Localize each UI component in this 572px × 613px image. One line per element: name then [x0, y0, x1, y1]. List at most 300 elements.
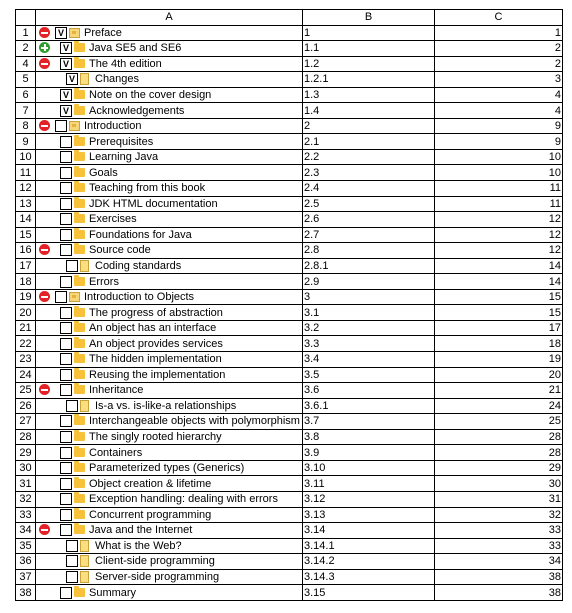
row-number[interactable]: 9 — [16, 134, 36, 150]
row-number[interactable]: 11 — [16, 165, 36, 181]
row-checkbox[interactable] — [60, 462, 72, 474]
table-row[interactable] — [16, 41, 563, 57]
cell-section[interactable]: 2.8.1 — [303, 258, 435, 274]
row-number[interactable]: 2 — [16, 41, 36, 57]
row-number[interactable]: 15 — [16, 227, 36, 243]
cell-section[interactable]: 3.12 — [303, 491, 435, 507]
row-number[interactable]: 14 — [16, 212, 36, 228]
table-row[interactable] — [16, 103, 563, 119]
folder-icon — [74, 385, 85, 394]
row-checkbox[interactable] — [60, 182, 72, 194]
row-number[interactable]: 24 — [16, 367, 36, 383]
table-row[interactable] — [16, 445, 563, 461]
row-number[interactable]: 16 — [16, 243, 36, 259]
title-label: The progress of abstraction — [89, 306, 223, 319]
folder-icon — [74, 323, 85, 332]
folder-icon — [74, 230, 85, 239]
cell-section[interactable]: 3.14.3 — [303, 569, 435, 585]
row-checkbox[interactable] — [66, 260, 78, 272]
table-row[interactable] — [16, 476, 563, 492]
title-label: Foundations for Java — [89, 228, 192, 241]
cell-title[interactable] — [36, 398, 303, 414]
cell-page[interactable]: 30 — [435, 476, 563, 492]
folder-icon — [74, 354, 85, 363]
row-number[interactable]: 6 — [16, 87, 36, 103]
row-number[interactable]: 13 — [16, 196, 36, 212]
title-label: Client-side programming — [95, 555, 215, 568]
cell-title[interactable] — [36, 134, 303, 150]
row-checkbox[interactable] — [60, 509, 72, 521]
row-number[interactable]: 29 — [16, 445, 36, 461]
table-row[interactable] — [16, 134, 563, 150]
cell-page[interactable]: 38 — [435, 585, 563, 601]
title-label: Java SE5 and SE6 — [89, 42, 182, 55]
row-checkbox[interactable] — [60, 136, 72, 148]
cell-title[interactable] — [36, 181, 303, 197]
row-checkbox[interactable] — [60, 338, 72, 350]
folder-doc-icon — [69, 292, 80, 302]
cell-page[interactable]: 15 — [435, 305, 563, 321]
row-checkbox[interactable] — [60, 353, 72, 365]
row-checkbox[interactable] — [60, 307, 72, 319]
title-label: Source code — [89, 244, 151, 257]
row-checkbox[interactable] — [60, 447, 72, 459]
cell-section[interactable]: 3.7 — [303, 414, 435, 430]
title-label: Concurrent programming — [89, 508, 212, 521]
cell-title[interactable] — [36, 414, 303, 430]
cell-title[interactable] — [36, 429, 303, 445]
table-row[interactable] — [16, 569, 563, 585]
cell-section[interactable]: 2.8 — [303, 243, 435, 259]
column-header-b[interactable]: B — [303, 10, 435, 26]
row-checkbox[interactable]: V — [55, 27, 67, 39]
row-checkbox[interactable] — [60, 151, 72, 163]
row-number[interactable]: 8 — [16, 118, 36, 134]
folder-icon — [74, 137, 85, 146]
cell-title[interactable] — [36, 258, 303, 274]
row-checkbox[interactable] — [66, 400, 78, 412]
cell-title[interactable] — [36, 274, 303, 290]
cell-title[interactable] — [36, 476, 303, 492]
table-row[interactable] — [16, 460, 563, 476]
cell-section[interactable]: 3.8 — [303, 429, 435, 445]
row-checkbox[interactable] — [66, 540, 78, 552]
table-row[interactable] — [16, 227, 563, 243]
cell-title[interactable] — [36, 103, 303, 119]
row-number[interactable]: 20 — [16, 305, 36, 321]
expand-icon[interactable] — [39, 42, 50, 53]
folder-icon — [74, 245, 85, 254]
corner-cell[interactable] — [16, 10, 36, 26]
cell-page[interactable]: 19 — [435, 352, 563, 368]
cell-page[interactable]: 12 — [435, 227, 563, 243]
row-checkbox[interactable] — [60, 415, 72, 427]
cell-section[interactable]: 2.5 — [303, 196, 435, 212]
cell-title[interactable] — [36, 538, 303, 554]
cell-section[interactable]: 2 — [303, 118, 435, 134]
cell-page[interactable]: 2 — [435, 41, 563, 57]
table-row[interactable] — [16, 367, 563, 383]
cell-section[interactable]: 3.4 — [303, 352, 435, 368]
row-checkbox[interactable] — [60, 276, 72, 288]
table-row[interactable] — [16, 243, 563, 259]
row-checkbox[interactable] — [60, 213, 72, 225]
row-number[interactable]: 1 — [16, 25, 36, 41]
row-number[interactable]: 33 — [16, 507, 36, 523]
cell-title[interactable] — [36, 212, 303, 228]
cell-section[interactable]: 2.2 — [303, 149, 435, 165]
table-row[interactable] — [16, 554, 563, 570]
table-row[interactable] — [16, 56, 563, 72]
folder-icon — [74, 479, 85, 488]
cell-section[interactable]: 3.9 — [303, 445, 435, 461]
cell-section[interactable]: 3.10 — [303, 460, 435, 476]
cell-section[interactable]: 1.4 — [303, 103, 435, 119]
row-number[interactable]: 19 — [16, 289, 36, 305]
table-row[interactable] — [16, 507, 563, 523]
folder-icon — [74, 168, 85, 177]
cell-title[interactable] — [36, 523, 303, 539]
title-label: Exception handling: dealing with errors — [89, 493, 278, 506]
collapse-icon[interactable] — [39, 291, 50, 302]
cell-section[interactable]: 3 — [303, 289, 435, 305]
cell-page[interactable]: 21 — [435, 383, 563, 399]
title-label: The singly rooted hierarchy — [89, 431, 222, 444]
row-checkbox[interactable] — [60, 478, 72, 490]
title-label: Learning Java — [89, 151, 159, 164]
row-number[interactable]: 7 — [16, 103, 36, 119]
title-label: Exercises — [89, 213, 137, 226]
cell-page[interactable]: 10 — [435, 165, 563, 181]
title-label: Introduction — [84, 120, 142, 133]
cell-section[interactable]: 3.14.2 — [303, 554, 435, 570]
row-number[interactable]: 28 — [16, 429, 36, 445]
cell-page[interactable]: 11 — [435, 181, 563, 197]
cell-page[interactable]: 15 — [435, 289, 563, 305]
row-number[interactable]: 12 — [16, 181, 36, 197]
cell-title[interactable] — [36, 72, 303, 88]
title-label: The hidden implementation — [89, 353, 222, 366]
cell-section[interactable]: 3.1 — [303, 305, 435, 321]
cell-section[interactable]: 3.14 — [303, 523, 435, 539]
folder-icon — [74, 510, 85, 519]
cell-title[interactable] — [36, 227, 303, 243]
title-label: Object creation & lifetime — [89, 477, 212, 490]
table-row[interactable] — [16, 305, 563, 321]
collapse-icon[interactable] — [39, 27, 50, 38]
folder-icon — [74, 106, 85, 115]
title-label: Changes — [95, 73, 140, 86]
cell-page[interactable]: 28 — [435, 429, 563, 445]
title-label: Containers — [89, 446, 143, 459]
collapse-icon[interactable] — [39, 384, 50, 395]
cell-page[interactable]: 3 — [435, 72, 563, 88]
row-number[interactable]: 37 — [16, 569, 36, 585]
table-row[interactable] — [16, 289, 563, 305]
cell-page[interactable]: 24 — [435, 398, 563, 414]
folder-icon — [74, 152, 85, 161]
title-label: Note on the cover design — [89, 89, 212, 101]
cell-section[interactable]: 3.6 — [303, 383, 435, 399]
cell-title[interactable] — [36, 41, 303, 57]
cell-section[interactable]: 3.15 — [303, 585, 435, 601]
cell-section[interactable]: 1 — [303, 25, 435, 41]
cell-page[interactable]: 38 — [435, 569, 563, 585]
cell-section[interactable]: 1.2 — [303, 56, 435, 72]
cell-title[interactable] — [36, 367, 303, 383]
table-row[interactable] — [16, 538, 563, 554]
title-label: Inheritance — [89, 384, 144, 397]
title-label: Java and the Internet — [89, 524, 193, 537]
row-checkbox[interactable] — [66, 571, 78, 583]
collapse-icon[interactable] — [39, 58, 50, 69]
table-row[interactable] — [16, 320, 563, 336]
cell-section[interactable]: 3.13 — [303, 507, 435, 523]
cell-title[interactable] — [36, 336, 303, 352]
cell-page[interactable]: 4 — [435, 87, 563, 103]
row-number[interactable]: 18 — [16, 274, 36, 290]
outline-table — [15, 9, 563, 601]
row-checkbox[interactable]: V — [60, 89, 72, 101]
cell-page[interactable]: 29 — [435, 460, 563, 476]
cell-title[interactable] — [36, 25, 303, 41]
table-row[interactable] — [16, 274, 563, 290]
table-row[interactable] — [16, 181, 563, 197]
cell-page[interactable]: 12 — [435, 243, 563, 259]
cell-page[interactable]: 34 — [435, 554, 563, 570]
cell-title[interactable] — [36, 585, 303, 601]
cell-page[interactable]: 33 — [435, 523, 563, 539]
cell-page[interactable]: 33 — [435, 538, 563, 554]
table-row[interactable] — [16, 383, 563, 399]
title-label: Teaching from this book — [89, 182, 206, 195]
cell-section[interactable]: 2.3 — [303, 165, 435, 181]
cell-page[interactable]: 11 — [435, 196, 563, 212]
cell-section[interactable]: 1.2.1 — [303, 72, 435, 88]
row-number[interactable]: 31 — [16, 476, 36, 492]
collapse-icon[interactable] — [39, 244, 50, 255]
row-checkbox[interactable] — [60, 493, 72, 505]
folder-icon — [74, 90, 85, 99]
row-number[interactable]: 21 — [16, 320, 36, 336]
table-row[interactable] — [16, 352, 563, 368]
row-checkbox[interactable] — [60, 322, 72, 334]
title-label: The 4th edition — [89, 57, 162, 70]
row-number[interactable]: 4 — [16, 56, 36, 72]
title-label: An object has an interface — [89, 322, 217, 335]
row-number[interactable]: 27 — [16, 414, 36, 430]
folder-icon — [74, 463, 85, 472]
cell-page[interactable]: 4 — [435, 103, 563, 119]
row-number[interactable]: 32 — [16, 491, 36, 507]
cell-title[interactable] — [36, 383, 303, 399]
row-checkbox[interactable] — [60, 198, 72, 210]
row-checkbox[interactable] — [60, 524, 72, 536]
cell-section[interactable]: 3.6.1 — [303, 398, 435, 414]
cell-page[interactable]: 1 — [435, 25, 563, 41]
cell-page[interactable]: 32 — [435, 507, 563, 523]
cell-page[interactable]: 9 — [435, 118, 563, 134]
row-number[interactable]: 36 — [16, 554, 36, 570]
row-number[interactable]: 26 — [16, 398, 36, 414]
collapse-icon[interactable] — [39, 524, 50, 535]
folder-icon — [74, 308, 85, 317]
row-number[interactable]: 17 — [16, 258, 36, 274]
cell-title[interactable] — [36, 569, 303, 585]
folder-icon — [74, 277, 85, 286]
title-label: Is-a vs. is-like-a relationships — [95, 399, 237, 412]
row-number[interactable]: 5 — [16, 72, 36, 88]
document-icon — [80, 73, 89, 85]
document-icon — [80, 400, 89, 412]
cell-section[interactable]: 3.2 — [303, 320, 435, 336]
row-checkbox[interactable] — [60, 369, 72, 381]
cell-section[interactable]: 2.9 — [303, 274, 435, 290]
table-row[interactable] — [16, 398, 563, 414]
cell-page[interactable]: 14 — [435, 274, 563, 290]
title-label: Coding standards — [95, 260, 182, 273]
row-checkbox[interactable] — [55, 120, 67, 132]
row-checkbox[interactable] — [60, 587, 72, 599]
title-label: What is the Web? — [95, 539, 182, 552]
row-number[interactable]: 38 — [16, 585, 36, 601]
cell-page[interactable]: 9 — [435, 134, 563, 150]
row-number[interactable]: 25 — [16, 383, 36, 399]
table-row[interactable] — [16, 87, 563, 103]
cell-page[interactable]: 28 — [435, 445, 563, 461]
table-row[interactable] — [16, 212, 563, 228]
document-icon — [80, 571, 89, 583]
cell-title[interactable] — [36, 149, 303, 165]
folder-icon — [74, 214, 85, 223]
title-label: Parameterized types (Generics) — [89, 462, 245, 475]
table-row[interactable] — [16, 523, 563, 539]
title-label: Preface — [84, 26, 122, 39]
folder-icon — [74, 370, 85, 379]
row-checkbox[interactable] — [60, 229, 72, 241]
cell-page[interactable]: 14 — [435, 258, 563, 274]
cell-title[interactable] — [36, 491, 303, 507]
table-row[interactable] — [16, 25, 563, 41]
cell-title[interactable] — [36, 165, 303, 181]
cell-title[interactable] — [36, 320, 303, 336]
row-number[interactable]: 23 — [16, 352, 36, 368]
row-checkbox[interactable] — [60, 167, 72, 179]
table-row[interactable] — [16, 336, 563, 352]
title-label: Prerequisites — [89, 135, 154, 148]
row-checkbox[interactable] — [66, 555, 78, 567]
cell-title[interactable] — [36, 243, 303, 259]
row-checkbox[interactable]: V — [60, 42, 72, 54]
cell-title[interactable] — [36, 352, 303, 368]
folder-icon — [74, 525, 85, 534]
cell-section[interactable]: 3.3 — [303, 336, 435, 352]
cell-section[interactable]: 1.3 — [303, 87, 435, 103]
title-label: Reusing the implementation — [89, 368, 226, 381]
row-number[interactable]: 35 — [16, 538, 36, 554]
table-row[interactable] — [16, 118, 563, 134]
cell-title[interactable] — [36, 445, 303, 461]
column-header-a[interactable]: A — [36, 10, 303, 26]
table-row[interactable] — [16, 196, 563, 212]
cell-title[interactable] — [36, 289, 303, 305]
document-icon — [80, 540, 89, 552]
collapse-icon[interactable] — [39, 120, 50, 131]
folder-icon — [74, 339, 85, 348]
title-label: An object provides services — [89, 337, 223, 350]
row-number[interactable]: 22 — [16, 336, 36, 352]
cell-title[interactable] — [36, 554, 303, 570]
row-number[interactable]: 34 — [16, 523, 36, 539]
cell-page[interactable]: 31 — [435, 491, 563, 507]
table-row[interactable] — [16, 414, 563, 430]
row-checkbox[interactable] — [60, 384, 72, 396]
row-checkbox[interactable]: V — [60, 58, 72, 70]
cell-page[interactable]: 17 — [435, 320, 563, 336]
row-checkbox[interactable] — [60, 431, 72, 443]
row-number[interactable]: 10 — [16, 149, 36, 165]
folder-icon — [74, 494, 85, 503]
table-row[interactable] — [16, 149, 563, 165]
cell-section[interactable]: 1.1 — [303, 41, 435, 57]
cell-title[interactable] — [36, 87, 303, 103]
cell-section[interactable]: 3.14.1 — [303, 538, 435, 554]
title-label: JDK HTML documentation — [89, 197, 218, 210]
cell-section[interactable]: 3.5 — [303, 367, 435, 383]
cell-section[interactable]: 2.4 — [303, 181, 435, 197]
table-row[interactable] — [16, 72, 563, 88]
folder-doc-icon — [69, 28, 80, 38]
table-row[interactable] — [16, 165, 563, 181]
row-checkbox[interactable]: V — [66, 73, 78, 85]
table-row[interactable] — [16, 429, 563, 445]
title-label: Introduction to Objects — [84, 291, 195, 304]
row-checkbox[interactable] — [55, 291, 67, 303]
folder-icon — [74, 199, 85, 208]
cell-page[interactable]: 18 — [435, 336, 563, 352]
folder-icon — [74, 432, 85, 441]
cell-section[interactable]: 2.1 — [303, 134, 435, 150]
cell-title[interactable] — [36, 305, 303, 321]
folder-icon — [74, 43, 85, 52]
cell-section[interactable]: 2.7 — [303, 227, 435, 243]
cell-title[interactable] — [36, 507, 303, 523]
cell-title[interactable] — [36, 118, 303, 134]
cell-page[interactable]: 12 — [435, 212, 563, 228]
row-checkbox[interactable]: V — [60, 105, 72, 117]
title-label: Acknowledgements — [89, 104, 185, 117]
cell-page[interactable]: 25 — [435, 414, 563, 430]
cell-title[interactable] — [36, 460, 303, 476]
cell-title[interactable] — [36, 196, 303, 212]
folder-icon — [74, 183, 85, 192]
table-row[interactable] — [16, 258, 563, 274]
title-label: Server-side programming — [95, 570, 220, 583]
toc-spreadsheet — [15, 9, 563, 601]
table-row[interactable] — [16, 585, 563, 601]
row-number[interactable]: 30 — [16, 460, 36, 476]
cell-title[interactable] — [36, 56, 303, 72]
cell-section[interactable]: 2.6 — [303, 212, 435, 228]
cell-page[interactable]: 20 — [435, 367, 563, 383]
table-row[interactable] — [16, 491, 563, 507]
cell-page[interactable]: 10 — [435, 149, 563, 165]
column-header-c[interactable]: C — [435, 10, 563, 26]
cell-page[interactable]: 2 — [435, 56, 563, 72]
cell-section[interactable]: 3.11 — [303, 476, 435, 492]
row-checkbox[interactable] — [60, 244, 72, 256]
folder-icon — [74, 588, 85, 597]
